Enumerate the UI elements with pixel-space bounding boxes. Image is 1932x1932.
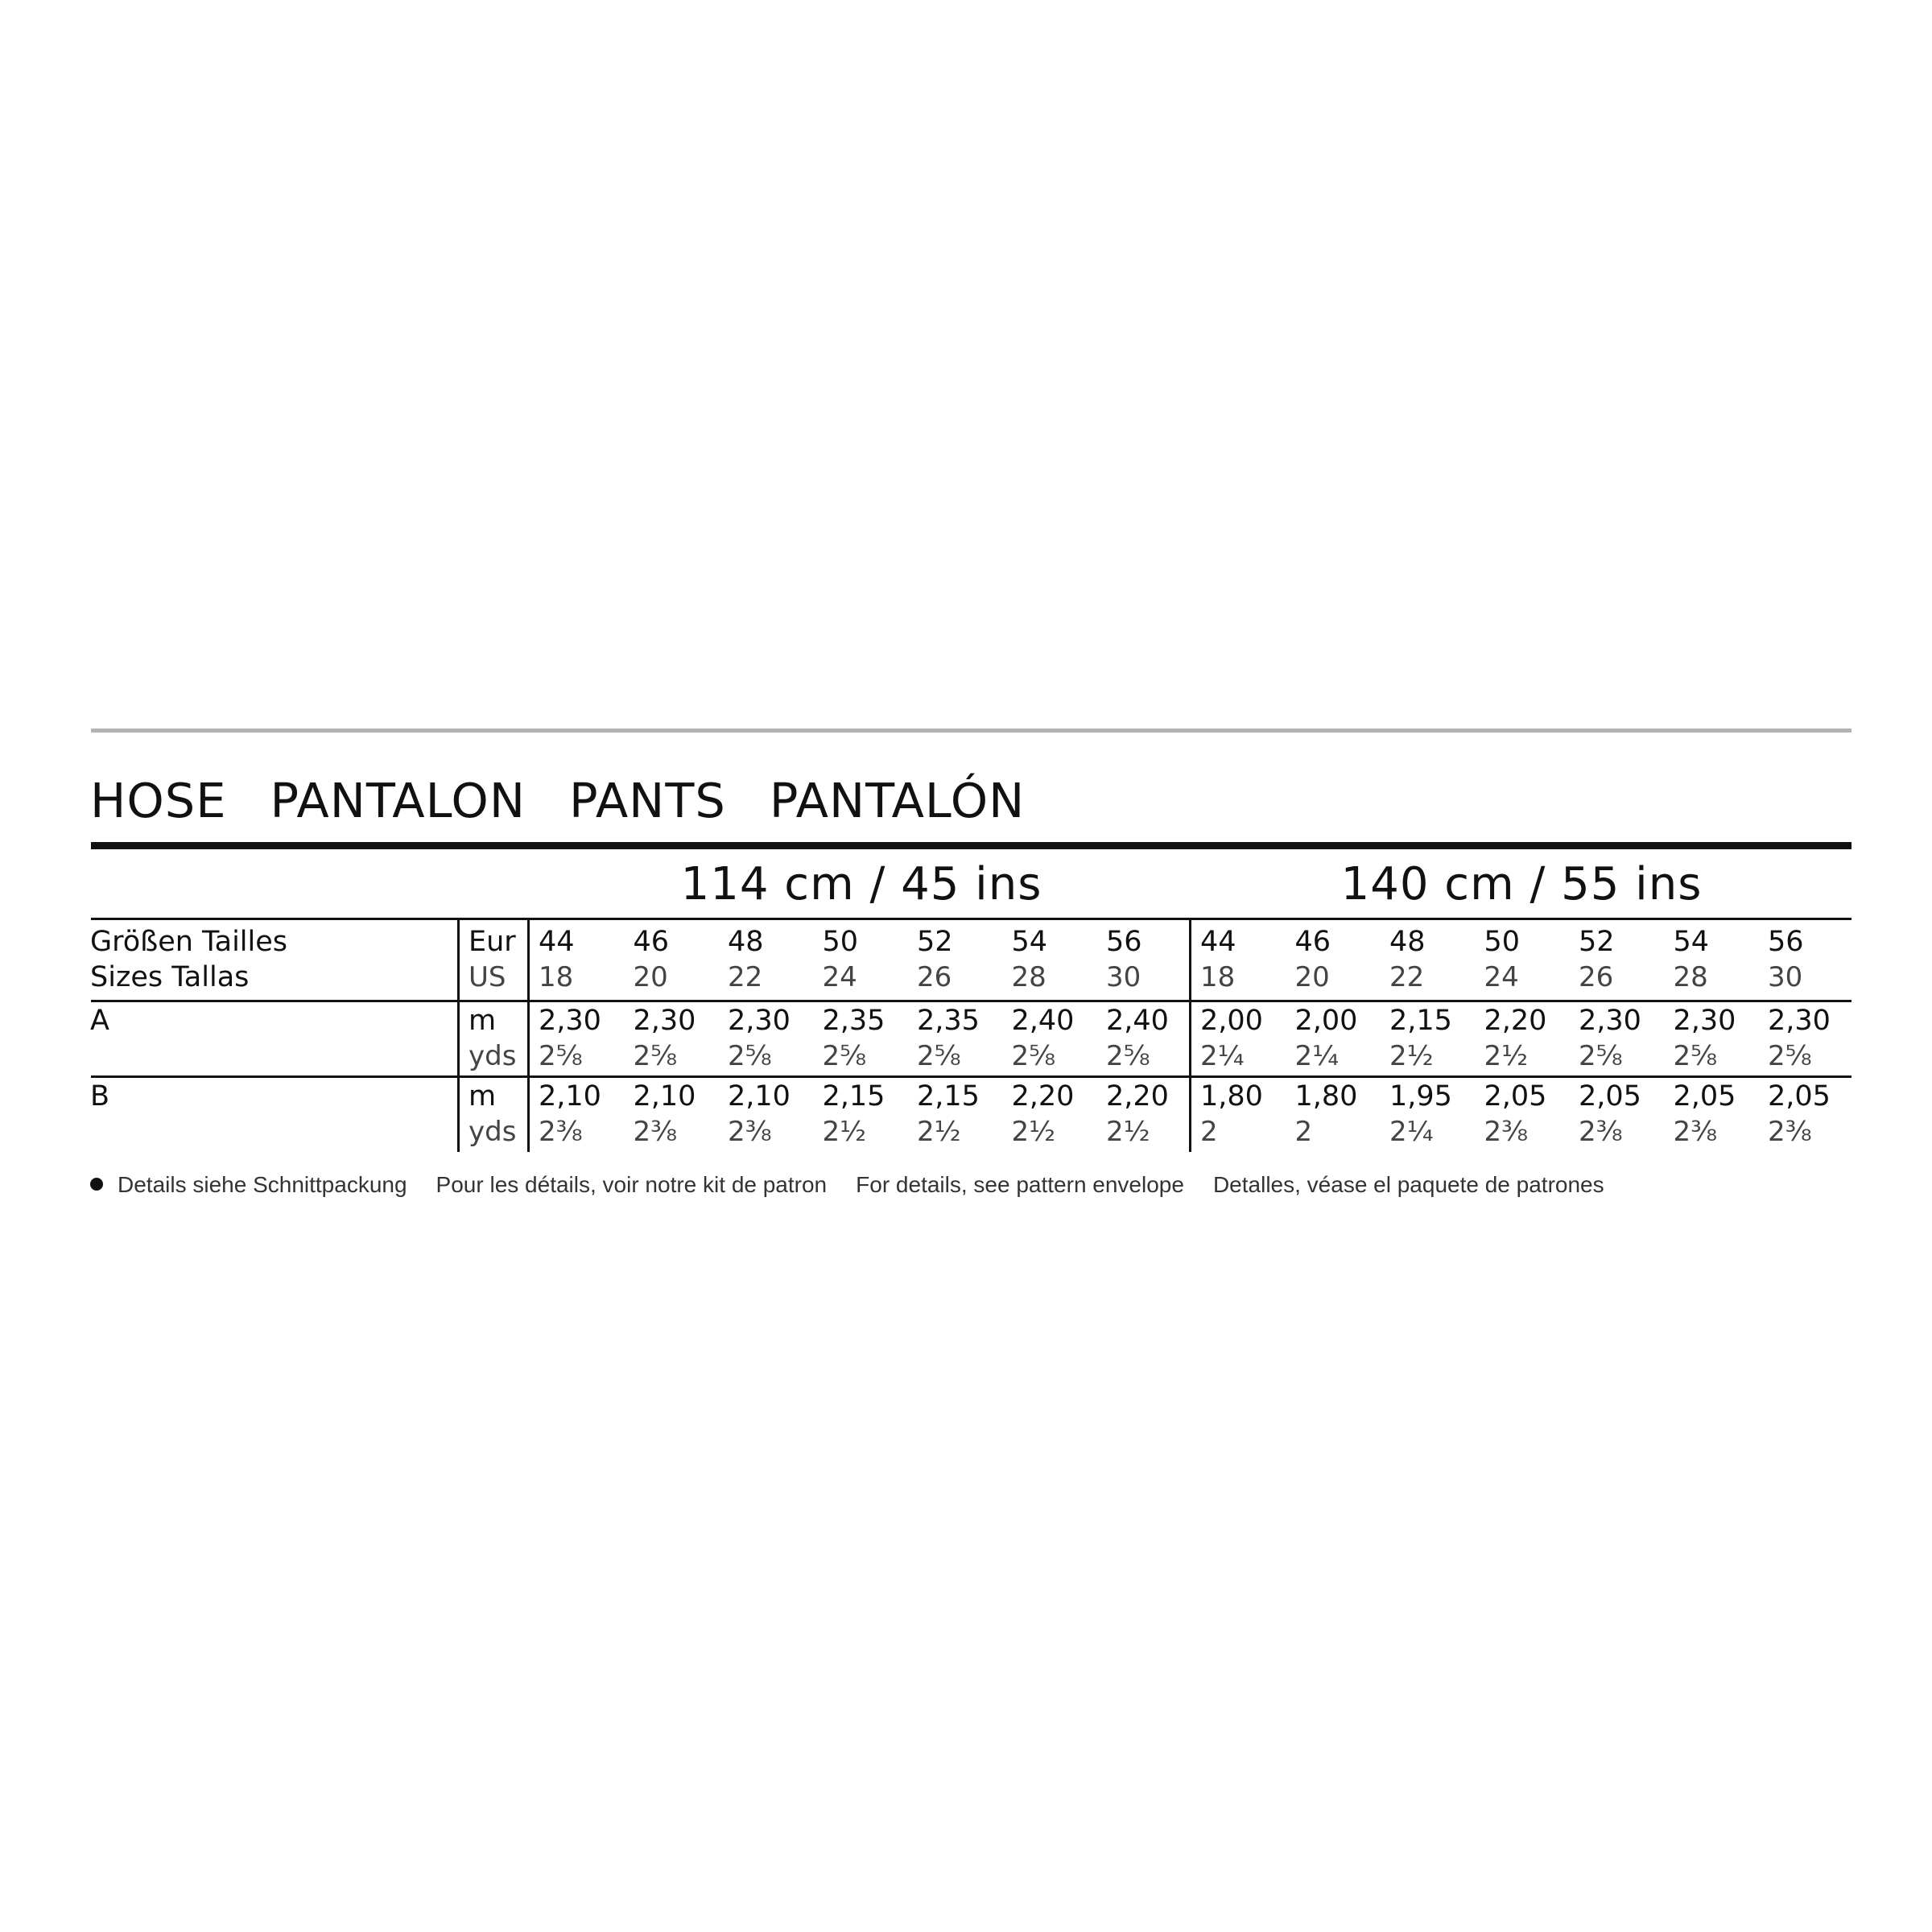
size-eur: 44 [539, 926, 575, 958]
row-b-yards: 2½ [917, 1116, 961, 1148]
size-eur: 46 [1294, 926, 1331, 958]
row-b-unit-yds: yds [469, 1116, 517, 1148]
size-us: 22 [728, 961, 763, 993]
row-a-yards: 2½ [1389, 1040, 1434, 1072]
row-a-unit-yds: yds [469, 1040, 517, 1072]
row-a-meters: 2,20 [1484, 1005, 1547, 1037]
eur-label: Eur [469, 926, 516, 958]
row-a-yards: 2⅝ [1673, 1040, 1718, 1072]
row-a-meters: 2,00 [1294, 1005, 1358, 1037]
row-a-meters: 2,35 [917, 1005, 980, 1037]
fabric-width-140: 140 cm / 55 ins [1340, 858, 1703, 910]
row-b-yards: 2⅜ [1484, 1116, 1529, 1148]
row-b-meters: 1,80 [1200, 1080, 1263, 1113]
divider-label-column [457, 919, 460, 1152]
fabric-width-114: 114 cm / 45 ins [680, 858, 1042, 910]
row-b-meters: 2,10 [539, 1080, 601, 1113]
title-de: HOSE [90, 773, 227, 828]
row-b-meters: 2,10 [728, 1080, 791, 1113]
size-label-line2: Sizes Tallas [90, 961, 250, 993]
divider-unit-column [527, 919, 530, 1152]
row-b-meters: 2,10 [633, 1080, 696, 1113]
row-a-meters: 2,30 [1673, 1005, 1736, 1037]
row-b-meters: 1,80 [1294, 1080, 1358, 1113]
footnote-en: For details, see pattern envelope [856, 1172, 1184, 1197]
row-b-unit-m: m [469, 1080, 497, 1113]
row-a-yards: 2¼ [1294, 1040, 1340, 1072]
divider-width-groups [1189, 919, 1191, 1152]
row-a-meters: 2,30 [1768, 1005, 1831, 1037]
top-gray-rule [91, 729, 1852, 733]
row-a-yards: 2⅝ [1579, 1040, 1623, 1072]
row-b-yards: 2⅜ [1673, 1116, 1718, 1148]
row-b-yards: 2⅜ [728, 1116, 772, 1148]
size-eur: 46 [633, 926, 670, 958]
size-eur: 54 [1673, 926, 1710, 958]
size-eur: 44 [1200, 926, 1236, 958]
row-a-yards: 2⅝ [1011, 1040, 1056, 1072]
row-a-meters: 2,40 [1106, 1005, 1169, 1037]
row-b-meters: 2,05 [1768, 1080, 1831, 1113]
size-us: 30 [1768, 961, 1803, 993]
row-b-yards: 2⅜ [1768, 1116, 1812, 1148]
size-us: 24 [822, 961, 857, 993]
footnote-es: Detalles, véase el paquete de patrones [1212, 1172, 1604, 1197]
footnote-de: Details siehe Schnittpackung [118, 1172, 407, 1197]
row-a-yards: 2½ [1484, 1040, 1529, 1072]
row-a-yards: 2⅝ [1106, 1040, 1150, 1072]
size-label-line1: Größen Tailles [90, 926, 288, 958]
row-a-meters: 2,15 [1389, 1005, 1452, 1037]
row-a-meters: 2,35 [822, 1005, 886, 1037]
size-us: 18 [539, 961, 574, 993]
row-b-yards: 2⅜ [539, 1116, 583, 1148]
row-a-meters: 2,00 [1200, 1005, 1263, 1037]
row-a-meters: 2,30 [1579, 1005, 1641, 1037]
size-us: 26 [1579, 961, 1614, 993]
row-a-unit-m: m [469, 1005, 497, 1037]
size-us: 18 [1200, 961, 1236, 993]
size-eur: 56 [1106, 926, 1142, 958]
divider-header [91, 918, 1852, 920]
row-b-meters: 2,20 [1106, 1080, 1169, 1113]
row-a-label: A [90, 1005, 109, 1037]
row-a-yards: 2⅝ [728, 1040, 772, 1072]
row-a-meters: 2,30 [728, 1005, 791, 1037]
size-eur: 52 [917, 926, 953, 958]
size-eur: 50 [1484, 926, 1521, 958]
row-b-meters: 2,05 [1484, 1080, 1547, 1113]
size-us: 20 [1294, 961, 1330, 993]
row-b-yards: 2⅜ [1579, 1116, 1623, 1148]
row-b-yards: 2½ [1011, 1116, 1056, 1148]
row-b-meters: 2,05 [1579, 1080, 1641, 1113]
row-b-meters: 2,05 [1673, 1080, 1736, 1113]
us-label: US [469, 961, 506, 993]
size-eur: 56 [1768, 926, 1804, 958]
size-eur: 48 [728, 926, 764, 958]
size-us: 20 [633, 961, 668, 993]
row-a-yards: 2¼ [1200, 1040, 1245, 1072]
bullet-icon [90, 1178, 103, 1191]
title-underline [91, 842, 1852, 849]
size-eur: 54 [1011, 926, 1048, 958]
row-b-meters: 2,15 [822, 1080, 886, 1113]
divider-sizes [91, 1000, 1852, 1002]
title-es: PANTALÓN [769, 773, 1026, 828]
row-a-yards: 2⅝ [539, 1040, 583, 1072]
size-eur: 52 [1579, 926, 1615, 958]
row-b-yards: 2½ [822, 1116, 867, 1148]
row-a-yards: 2⅝ [633, 1040, 678, 1072]
row-a-yards: 2⅝ [1768, 1040, 1812, 1072]
row-b-meters: 2,15 [917, 1080, 980, 1113]
size-us: 24 [1484, 961, 1519, 993]
row-b-meters: 2,20 [1011, 1080, 1075, 1113]
size-us: 26 [917, 961, 952, 993]
footnote-fr: Pour les détails, voir notre kit de patron [436, 1172, 828, 1197]
size-us: 28 [1673, 961, 1708, 993]
size-eur: 50 [822, 926, 859, 958]
title-fr: PANTALON [270, 773, 526, 828]
title-en: PANTS [569, 773, 726, 828]
footnote [90, 1169, 1633, 1201]
size-us: 22 [1389, 961, 1425, 993]
size-us: 28 [1011, 961, 1046, 993]
row-b-meters: 1,95 [1389, 1080, 1452, 1113]
page-title [90, 773, 1068, 829]
divider-row-a [91, 1075, 1852, 1078]
row-a-meters: 2,40 [1011, 1005, 1075, 1037]
row-a-meters: 2,30 [539, 1005, 601, 1037]
row-b-label: B [90, 1080, 110, 1113]
row-a-yards: 2⅝ [822, 1040, 867, 1072]
row-b-yards: 2⅜ [633, 1116, 678, 1148]
row-b-yards: 2 [1200, 1116, 1218, 1148]
row-b-yards: 2¼ [1389, 1116, 1434, 1148]
row-a-meters: 2,30 [633, 1005, 696, 1037]
row-b-yards: 2½ [1106, 1116, 1150, 1148]
row-b-yards: 2 [1294, 1116, 1313, 1148]
size-us: 30 [1106, 961, 1141, 993]
row-a-yards: 2⅝ [917, 1040, 961, 1072]
size-eur: 48 [1389, 926, 1426, 958]
